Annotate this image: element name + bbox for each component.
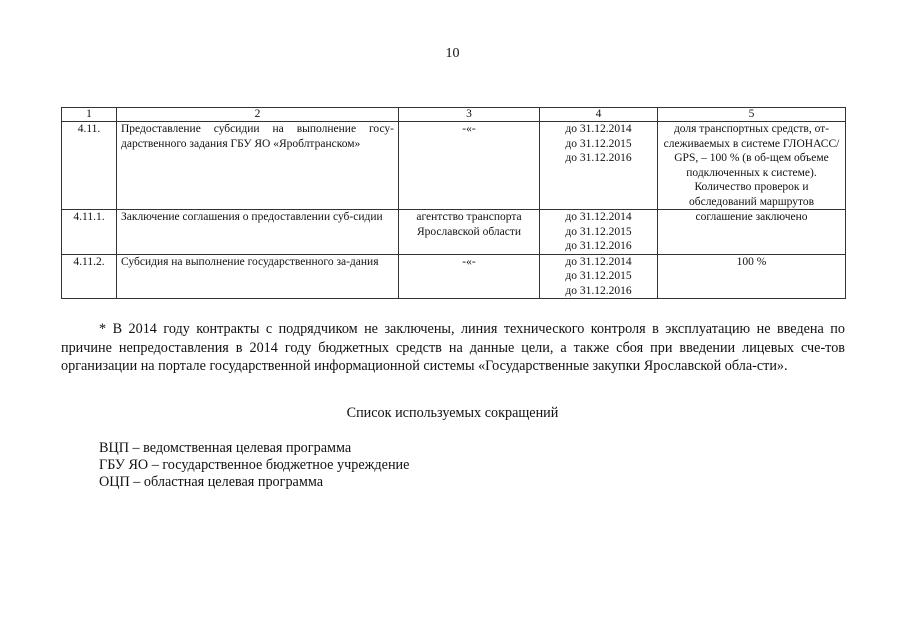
column-header: 5	[658, 108, 846, 122]
program-activities-table	[61, 107, 846, 299]
activity-description: Предоставление субсидии на выполнение госу-дарственного задания ГБУ ЯО «Яроблтранском»	[117, 122, 399, 210]
deadline: до 31.12.2015	[565, 137, 632, 150]
deadline: до 31.12.2015	[565, 225, 632, 238]
abbreviation-item: ОЦП – областная целевая программа	[99, 474, 324, 490]
abbreviation-item: ВЦП – ведомственная целевая программа	[99, 440, 352, 456]
row-number: 4.11.	[62, 122, 117, 210]
table-row	[62, 210, 846, 255]
column-header: 1	[62, 108, 117, 122]
indicator: 100 %	[658, 254, 846, 299]
responsible-party: -«-	[399, 254, 540, 299]
column-header: 3	[399, 108, 540, 122]
row-number: 4.11.1.	[62, 210, 117, 255]
responsible-party: -«-	[399, 122, 540, 210]
table-row	[62, 254, 846, 299]
activity-description: Заключение соглашения о предоставлении суб-сидии	[117, 210, 399, 255]
deadline-cell	[540, 210, 658, 255]
deadline-cell	[540, 122, 658, 210]
column-header: 4	[540, 108, 658, 122]
table-header-row	[62, 108, 846, 122]
deadline: до 31.12.2014	[565, 255, 632, 268]
deadline: до 31.12.2016	[565, 240, 632, 252]
footnote: * В 2014 году контракты с подрядчиком не заключены, линия технического контроля в эксплуатацию не введена по причине непредоставления в 2014 году бюджетных средств на данные цели, а также сбоя при введении лицевых сче-тов организации на портале государственной информационной системы «Государственные закупки Ярославской обла-сти».	[61, 321, 845, 374]
deadline: до 31.12.2016	[565, 152, 632, 164]
deadline: до 31.12.2015	[565, 270, 632, 282]
abbreviation-item: ГБУ ЯО – государственное бюджетное учреждение	[99, 457, 410, 473]
activity-description: Субсидия на выполнение государственного за-дания	[117, 254, 399, 299]
abbreviations-title: Список используемых сокращений	[346, 405, 559, 421]
indicator: соглашение заключено	[658, 210, 846, 255]
column-header: 2	[117, 108, 399, 122]
indicator: доля транспортных средств, от-слеживаемых в системе ГЛОНАСС/ GPS, – 100 % (в об-щем объеме подключенных к системе). Количество проверок и обследований маршрутов	[658, 122, 846, 210]
page-number: 10	[445, 46, 460, 61]
deadline: до 31.12.2016	[565, 284, 632, 297]
responsible-party: агентство транспорта Ярославской области	[399, 210, 540, 255]
abbreviations-list	[99, 440, 409, 491]
deadline-cell	[540, 254, 658, 299]
deadline: до 31.12.2014	[565, 211, 632, 223]
deadline: до 31.12.2014	[565, 123, 632, 135]
row-number: 4.11.2.	[62, 254, 117, 299]
table-row	[62, 122, 846, 210]
